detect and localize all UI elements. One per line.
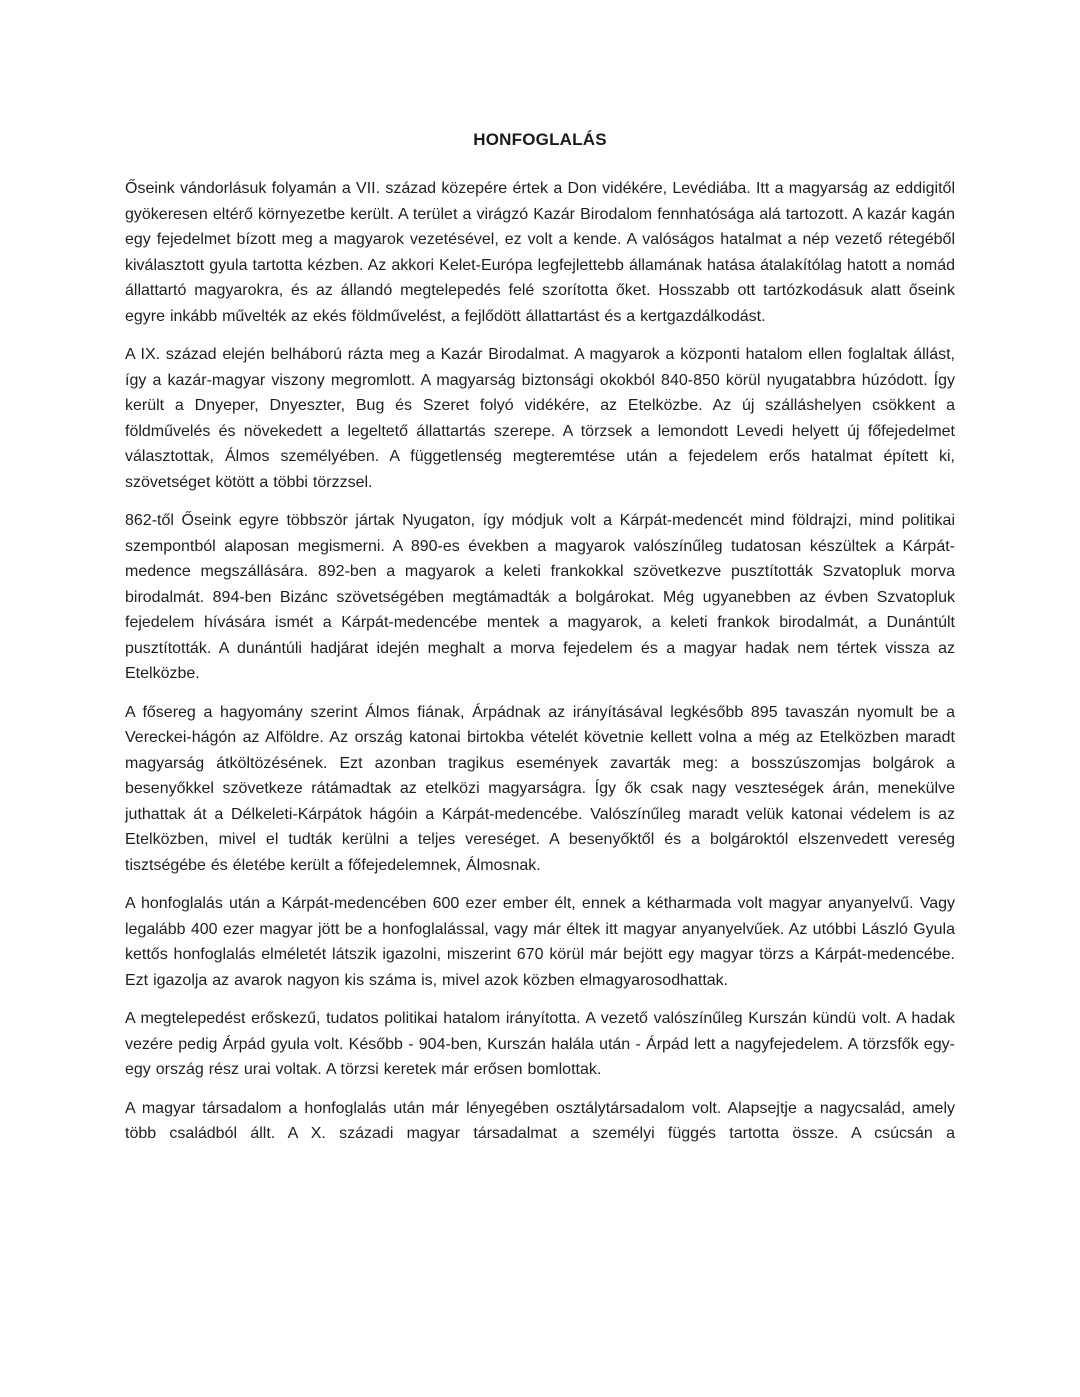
paragraph-etelkoz: A IX. század elején belháború rázta meg a Kazár Birodalmat. A magyarok a központi hatalom ellen foglaltak állást, így a kazár-magyar viszony megromlott. A magyarság biztonsági okokból 840-850 körül nyugatabbra húzódott. Így került a Dnyeper, Dnyeszter, Bug és Szeret folyó vidékére, az Etelközbe. Az új szálláshelyen csökkent a földművelés és növekedett a legeltető állattartás szerepe. A törzsek a lemondott Levedi helyett új főfejedelmet választottak, Álmos személyében. A függetlenség megteremtése után a fejedelem erős hatalmat épített ki, szövetséget kötött a többi törzzsel. (125, 346, 955, 491)
document-title: HONFOGLALÁS (473, 130, 607, 149)
paragraph-nyugati-kalandozasok: 862-től Őseink egyre többször jártak Nyugaton, így módjuk volt a Kárpát-medencét mind földrajzi, mind politikai szempontból alaposan megismerni. A 890-es években a magyarok valószínűleg tudatosan készültek a Kárpát-medence megszállására. 892-ben a magyarok a keleti frankokkal szövetkezve pusztították Szvatopluk morva birodalmát. 894-ben Bizánc szövetségében megtámadták a bolgárokat. Még ugyanebben az évben Szvatopluk fejedelem hívására ismét a Kárpát-medencébe mentek a magyarok, a keleti frankok birodalmát, a Dunántúlt pusztították. A dunántúli hadjárat idején meghalt a morva fejedelem és a magyar hadak nem tértek vissza az Etelközbe. (125, 512, 955, 682)
paragraph-nepesseg: A honfoglalás után a Kárpát-medencében 600 ezer ember élt, ennek a kétharmada volt magyar anyanyelvű. Vagy legalább 400 ezer magyar jött be a honfoglalással, vagy már éltek itt magyar anyanyelvűek. Az utóbbi László Gyula kettős honfoglalás elméletét látszik igazolni, miszerint 670 körül már bejött egy magyar törzs a Kárpát-medencébe. Ezt igazolja az avarok nagyon kis száma is, mivel azok közben elmagyarosodhattak. (125, 895, 955, 989)
document-content (125, 130, 955, 1160)
paragraph-fosereg-bevonulas: A fősereg a hagyomány szerint Álmos fiának, Árpádnak az irányításával legkésőbb 895 tavaszán nyomult be a Vereckei-hágón az Alföldre. Az ország katonai birtokba vételét követnie kellett volna a még az Etelközben maradt magyarság átköltözésének. Ezt azonban tragikus események zavarták meg: a bosszúszomjas bolgárok a besenyőkkel szövetkeze rátámadtak az etelközi magyarságra. Így ők csak nagy veszteségek árán, menekülve juthattak át a Délkeleti-Kárpátok hágóin a Kárpát-medencébe. Valószínűleg maradt velük katonai védelem is az Etelközben, mivel el tudták kerülni a teljes vereséget. A besenyőktől és a bolgároktól elszenvedett vereség tisztségébe és életébe került a főfejedelemnek, Álmosnak. (125, 703, 955, 874)
paragraph-levedia: Őseink vándorlásuk folyamán a VII. század közepére értek a Don vidékére, Levédiába. Itt a magyarság az eddigitől gyökeresen eltérő környezetbe került. A terület a virágzó Kazár Birodalom fennhatósága alá tartozott. A kazár kagán egy fejedelmet bízott meg a magyarok vezetésével, ez volt a kende. A valóságos hatalmat a nép vezető rétegéből kiválasztott gyula tartotta kézben. Az akkori Kelet-Európa legfejlettebb államának hatása átalakítólag hatott a nomád állattartó magyarokra, és az állandó megtelepedés felé szorította őket. Hosszabb ott tartózkodásuk alatt őseink egyre inkább művelték az ekés földművelést, a fejlődött állattartást és a kertgazdálkodást. (125, 180, 955, 325)
paragraph-tarsadalom: A magyar társadalom a honfoglalás után már lényegében osztálytársadalom volt. Alapsejtje a nagycsalád, amely több családból állt. A X. századi magyar társadalmat a személyi függés tartotta össze. A csúcsán a (125, 1099, 955, 1142)
paragraph-megtelepedes-vezetes: A megtelepedést erőskezű, tudatos politikai hatalom irányította. A vezető valószínűleg Kurszán kündü volt. A hadak vezére pedig Árpád gyula volt. Később - 904-ben, Kurszán halála után - Árpád lett a nagyfejedelem. A törzsfők egy-egy ország rész urai voltak. A törzsi keretek már erősen bomlottak. (125, 1010, 955, 1078)
